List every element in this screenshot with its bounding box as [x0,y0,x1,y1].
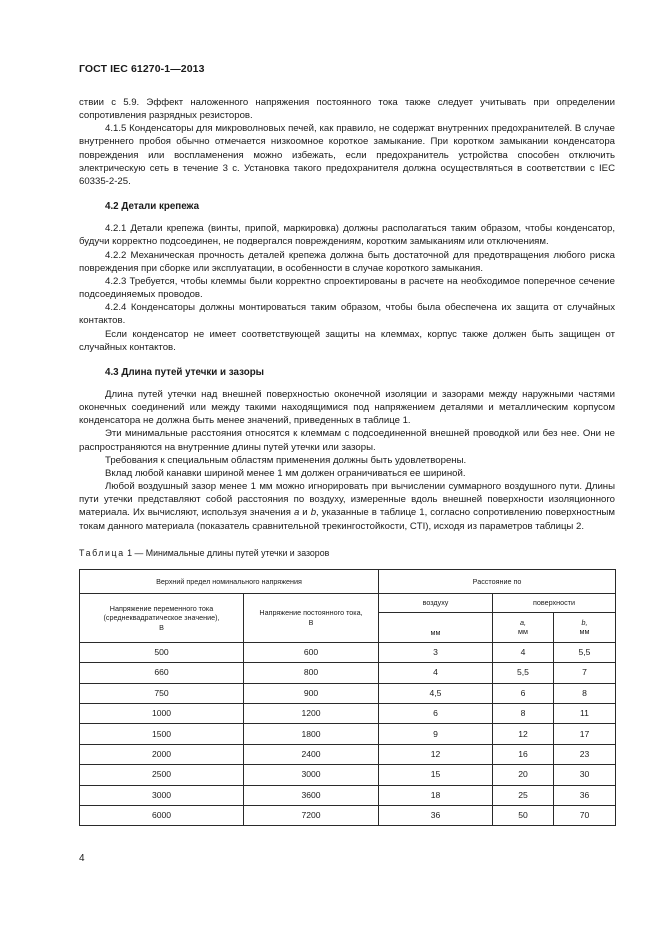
document-body [79,96,615,826]
paragraph-text: , указанные в таблице 1, согласно сопротивлению поверхностным токам данного материала (показатель сравнительной трекингостойкости, CTI), исходя из параметров таблицы 2. [79,507,615,532]
paragraph-4-3-c: Требования к специальным областям применения должны быть удовлетворены. [105,454,467,466]
header-dc-text: Напряжение постоянного тока, [259,608,363,618]
paragraph-4-2-1: 4.2.1 Детали крепежа (винты, припой, маркировка) должны располагаться таким образом, чтобы конденсатор, будучи корректно подсоединен, не подвергался повреждениям, коротким замыканиям или отключениям. [79,223,615,248]
cell-b: 7 [554,663,616,683]
table-row [80,765,616,785]
paragraph-4-3-d: Вклад любой канавки шириной менее 1 мм должен ограничиваться ее шириной. [105,467,466,479]
paragraph-continuation: ствии с 5.9. Эффект наложенного напряжения постоянного тока также следует учитывать при определении сопротивления разрядных резисторов. [79,97,615,122]
header-a [493,612,554,642]
header-b-label: b, [581,617,588,627]
paragraph-4-3-b: Эти минимальные расстояния относятся к клеммам с подсоединенной внешней проводкой или без нее. Они не распространяются на внутренние длины путей утечки или зазоры. [79,428,615,453]
cell-b: 8 [554,683,616,703]
cell-air: 12 [379,744,493,764]
cell-dc: 1200 [244,704,379,724]
cell-a: 8 [493,704,554,724]
cell-air: 15 [379,765,493,785]
cell-b: 5,5 [554,642,616,662]
header-air-unit: мм [379,612,493,642]
cell-b: 23 [554,744,616,764]
cell-b: 17 [554,724,616,744]
variable-b: b [310,507,317,519]
variable-a: a [293,507,300,519]
table-caption-label: Таблица [79,547,125,558]
table-caption [79,547,615,560]
cell-a: 20 [493,765,554,785]
cell-air: 6 [379,704,493,724]
table-row [80,683,616,703]
cell-dc: 600 [244,642,379,662]
header-air: воздуху [379,593,493,612]
table-row [80,724,616,744]
header-a-label: a, [520,617,526,627]
cell-b: 70 [554,805,616,825]
paragraph-4-3-a: Длина путей утечки над внешней поверхностью оконечной изоляции и зазорами между наружными частями оконечных соединений или между такими находящимися под напряжением деталями и металлическим корпусом конденсатора не должна быть менее значений, приведенных в таблице 1. [79,388,615,427]
cell-ac: 750 [80,683,244,703]
paragraph-4-2-4: 4.2.4 Конденсаторы должны монтироваться таким образом, чтобы была обеспечена их защита от случайных контактов. [79,302,615,327]
cell-air: 36 [379,805,493,825]
cell-a: 12 [493,724,554,744]
clearance-table [79,569,616,827]
paragraph-text: и [299,507,311,519]
header-b [554,612,616,642]
table-caption-text: — Минимальные длины путей утечки и зазоров [132,547,330,558]
cell-dc: 800 [244,663,379,683]
cell-dc: 3000 [244,765,379,785]
cell-air: 9 [379,724,493,744]
header-ac-unit: В [159,622,164,632]
paragraph-4-2-3: 4.2.3 Требуется, чтобы клеммы были корректно спроектированы в расчете на необходимое поперечное сечение подсоединяемых проводов. [79,275,615,301]
cell-ac: 1500 [80,724,244,744]
cell-dc: 3600 [244,785,379,805]
table-row [80,704,616,724]
cell-air: 4 [379,663,493,683]
cell-dc: 2400 [244,744,379,764]
header-surface: поверхности [493,593,616,612]
table-row [80,805,616,825]
header-ac-text: Напряжение переменного тока (среднеквадратическое значение), [103,603,220,623]
cell-a: 5,5 [493,663,554,683]
cell-b: 36 [554,785,616,805]
table-row [80,785,616,805]
table-row [80,744,616,764]
cell-ac: 3000 [80,785,244,805]
cell-a: 4 [493,642,554,662]
header-ac-voltage [80,593,244,642]
cell-ac: 6000 [80,805,244,825]
paragraph-text: Любой воздушный зазор менее 1 мм можно игнорировать при вычислении суммарного воздушного пути. Длины пути утечки представляют собой расстояния по воздуху, измеренные вдоль внешней поверхности изоляционного материала. Их вычисляют, используя значения [79,481,615,519]
table-caption-number: 1 [127,547,133,558]
cell-ac: 1000 [80,704,244,724]
paragraph-4-2-2: 4.2.2 Механическая прочность деталей крепежа должна быть достаточной для предотвращения любого риска повреждения при сборке или эксплуатации, в особенности в случае короткого замыкания. [79,249,615,274]
cell-dc: 900 [244,683,379,703]
table-row [80,663,616,683]
header-a-unit: мм [518,627,528,637]
cell-ac: 2500 [80,765,244,785]
cell-ac: 500 [80,642,244,662]
page-number: 4 [79,853,85,864]
header-upper-limit: Верхний предел номинального напряжения [80,569,379,593]
cell-b: 30 [554,765,616,785]
cell-a: 6 [493,683,554,703]
table-row [80,642,616,662]
cell-b: 11 [554,704,616,724]
section-heading-4-3: 4.3 Длина путей утечки и зазоры [105,366,265,378]
cell-ac: 2000 [80,744,244,764]
cell-a: 25 [493,785,554,805]
standard-header: ГОСТ IEC 61270-1—2013 [79,63,205,75]
paragraph-4-1-5: 4.1.5 Конденсаторы для микроволновых печей, как правило, не содержат внутренних предохранителей. В случае внутреннего пробоя обычно отмечается низкоомное короткое замыкание. При коротком замыкании конденсатора повреждения или воспламенения можно избежать, если предохранитель устройства способен отключить электрическую сеть в течение 3 с. Установка такого предохранителя должна осуществляться в соответствии с IEC 60335-2-25. [79,123,615,187]
cell-a: 50 [493,805,554,825]
table-header-row [80,569,616,593]
header-b-unit: мм [579,627,590,637]
cell-dc: 1800 [244,724,379,744]
cell-ac: 660 [80,663,244,683]
cell-a: 16 [493,744,554,764]
paragraph-4-3-e [79,480,615,533]
section-heading-4-2: 4.2 Детали крепежа [105,201,200,213]
header-dc-unit: В [308,617,314,627]
cell-air: 3 [379,642,493,662]
cell-air: 18 [379,785,493,805]
table-header-row [80,593,616,612]
paragraph-4-2-4-note: Если конденсатор не имеет соответствующей защиты на клеммах, корпус также должен быть защищен от случайных контактов. [79,328,615,353]
cell-air: 4,5 [379,683,493,703]
cell-dc: 7200 [244,805,379,825]
header-distance: Расстояние по [379,569,616,593]
header-dc-voltage [244,593,379,642]
